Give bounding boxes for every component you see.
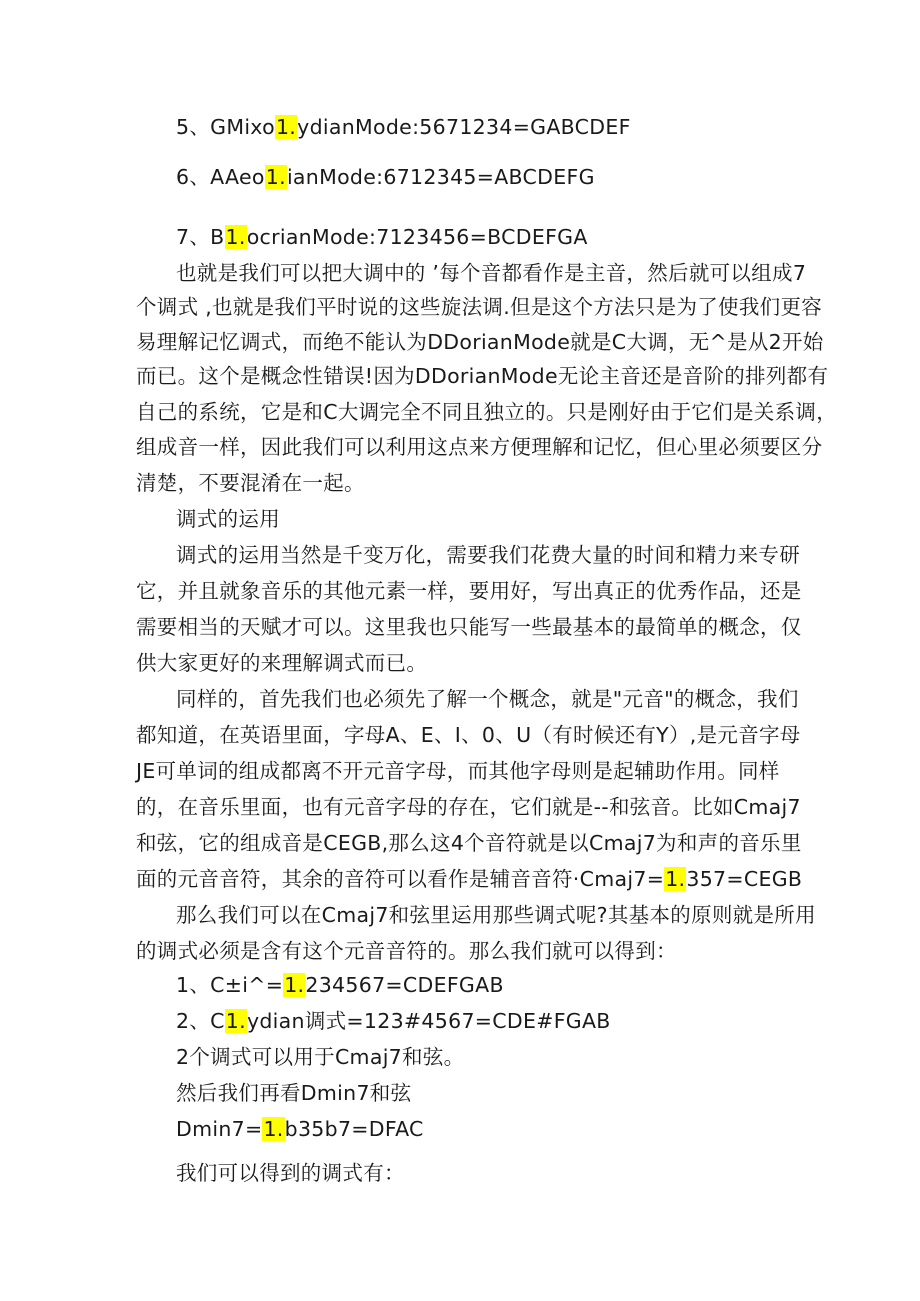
highlight-mark: 1. — [275, 115, 297, 139]
paragraph-line: 自己的系统，它是和C大调完全不同且独立的。只是刚好由于它们是关系调， — [136, 400, 838, 424]
paragraph-line: 我们可以得到的调式有： — [176, 1161, 405, 1185]
paragraph-line: 2个调式可以用于Cmaj7和弦。 — [176, 1045, 465, 1069]
mode-line-5 — [176, 112, 631, 142]
formula-line-dmin7 — [176, 1114, 424, 1144]
paragraph-line: 调式的运用当然是千变万化，需要我们花费大量的时间和精力来专研 — [176, 543, 800, 567]
line-text: Dmin7= — [176, 1117, 263, 1141]
mode-line-7 — [176, 222, 588, 252]
formula-line-cmaj7 — [136, 864, 802, 894]
list-item-1 — [176, 970, 504, 1000]
highlight-mark: 1. — [665, 867, 686, 891]
list-item-2 — [176, 1006, 611, 1036]
line-text: 6、AAeo — [176, 165, 265, 189]
highlight-mark: 1. — [265, 165, 286, 189]
paragraph-line: 的调式必须是含有这个元音音符的。那么我们就可以得到： — [136, 939, 677, 963]
paragraph-line: 也就是我们可以把大调中的 ’每个音都看作是主音，然后就可以组成7 — [176, 261, 807, 285]
paragraph-line: 易理解记忆调式，而绝不能认为DDorianMode就是C大调，无^是从2开始 — [136, 330, 824, 354]
line-text: ydian调式=123#4567=CDE#FGAB — [246, 1009, 611, 1033]
line-text: 7、B — [176, 225, 225, 249]
paragraph-line: 组成音一样，因此我们可以利用这点来方便理解和记忆，但心里必须要区分 — [136, 435, 823, 459]
highlight-mark: 1. — [263, 1117, 284, 1141]
line-text: ianMode:6712345=ABCDEFG — [286, 165, 595, 189]
paragraph-line: 供大家更好的来理解调式而已。 — [136, 651, 428, 675]
paragraph-line: 而已。这个是概念性错误!因为DDorianMode无论主音还是音阶的排列都有 — [136, 364, 829, 388]
paragraph-line: 那么我们可以在Cmaj7和弦里运用那些调式呢?其基本的原则就是所用 — [176, 903, 816, 927]
line-text: 234567=CDEFGAB — [305, 973, 504, 997]
paragraph-line: 需要相当的天赋才可以。这里我也只能写一些最基本的最简单的概念，仅 — [136, 615, 802, 639]
highlight-mark: 1. — [225, 225, 246, 249]
line-text: 5、GMixo — [176, 115, 275, 139]
line-text: 2、C — [176, 1009, 225, 1033]
highlight-mark: 1. — [284, 973, 305, 997]
paragraph-line: 然后我们再看Dmin7和弦 — [176, 1081, 412, 1105]
section-heading: 调式的运用 — [176, 507, 280, 531]
paragraph-line: 都知道，在英语里面，字母A、E、I、0、U（有时候还有Y）,是元音字母 — [136, 723, 801, 747]
line-text: ocrianMode:7123456=BCDEFGA — [246, 225, 588, 249]
paragraph-line: 和弦，它的组成音是CEGB,那么这4个音符就是以Cmaj7为和声的音乐里 — [136, 831, 802, 855]
line-text: 357=CEGB — [686, 867, 803, 891]
line-text: 1、C±i^= — [176, 973, 284, 997]
paragraph-line: 清楚，不要混淆在一起。 — [136, 471, 365, 495]
paragraph-line: 个调式 ,也就是我们平时说的这些旋法调.但是这个方法只是为了使我们更容 — [136, 295, 823, 319]
highlight-mark: 1. — [225, 1009, 246, 1033]
line-text: b35b7=DFAC — [284, 1117, 424, 1141]
line-text: ydianMode:5671234=GABCDEF — [297, 115, 631, 139]
paragraph-line: 同样的，首先我们也必须先了解一个概念，就是"元音"的概念，我们 — [176, 687, 799, 711]
mode-line-6 — [176, 162, 595, 192]
paragraph-line: JE可单词的组成都离不开元音字母，而其他字母则是起辅助作用。同样 — [136, 759, 780, 783]
paragraph-line: 的，在音乐里面，也有元音字母的存在，它们就是--和弦音。比如Cmaj7 — [136, 795, 801, 819]
line-text: 面的元音音符，其余的音符可以看作是辅音音符·Cmaj7= — [136, 867, 665, 891]
paragraph-line: 它，并且就象音乐的其他元素一样，要用好，写出真正的优秀作品，还是 — [136, 579, 802, 603]
